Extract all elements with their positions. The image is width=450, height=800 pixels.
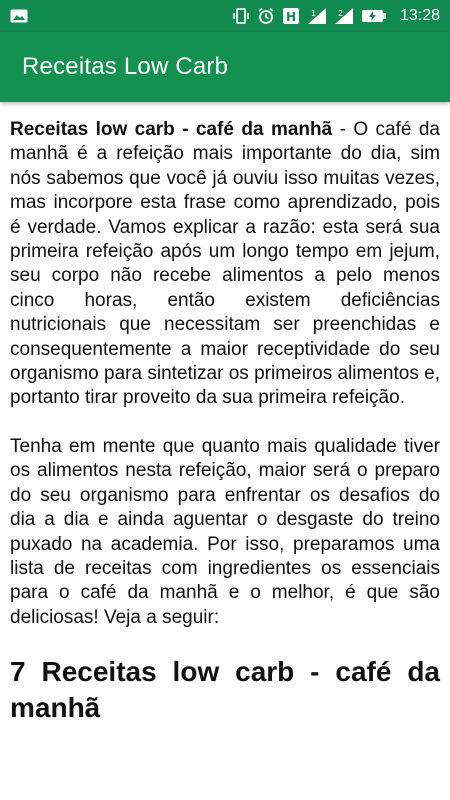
h-network-icon	[282, 7, 300, 25]
vibrate-icon	[232, 7, 250, 25]
image-icon	[10, 9, 28, 23]
status-time: 13:28	[399, 7, 440, 24]
intro-paragraph	[10, 118, 440, 411]
section-heading: 7 Receitas low carb - café da manhã	[10, 656, 440, 724]
intro-bold-title: Receitas low carb - café da manhã	[10, 119, 333, 140]
intro-text: - O café da manhã é a refeição mais importante do dia, sim nós sabemos que você já ouviu isso muitas vezes, mas incorpore esta frase como aprendizado, pois é verdade. Vamos explicar a razão: esta será sua primeira refeição após um longo tempo em jejum, seu corpo não recebe alimentos a pelo menos cinco horas, então existem deficiências nutricionais que necessitam ser preenchidas e consequentemente a maior receptividade do seu organismo para sintetizar os primeiros alimentos e, portanto tirar proveito da sua primeira refeição.	[10, 119, 440, 409]
svg-text:2: 2	[337, 9, 344, 18]
app-title: Receitas Low Carb	[22, 53, 229, 80]
status-bar	[0, 0, 450, 32]
paragraph-2: Tenha em mente que quanto mais qualidade tiver os alimentos nesta refeição, maior será o preparo do seu organismo para enfrentar os desafios do dia a dia e ainda aguentar o desgaste do treino puxado na academia. Por isso, preparamos uma lista de receitas com ingredientes os essenciais para o café da manhã e o melhor, é que são deliciosas! Veja a seguir:	[10, 435, 440, 628]
svg-text:1: 1	[310, 9, 317, 18]
app-bar	[0, 32, 450, 102]
article-content	[0, 102, 450, 726]
signal-2-icon	[334, 7, 354, 25]
signal-icon	[307, 7, 327, 25]
alarm-icon	[257, 7, 275, 25]
battery-charging-icon	[361, 8, 387, 24]
svg-text:H: H	[285, 10, 296, 24]
